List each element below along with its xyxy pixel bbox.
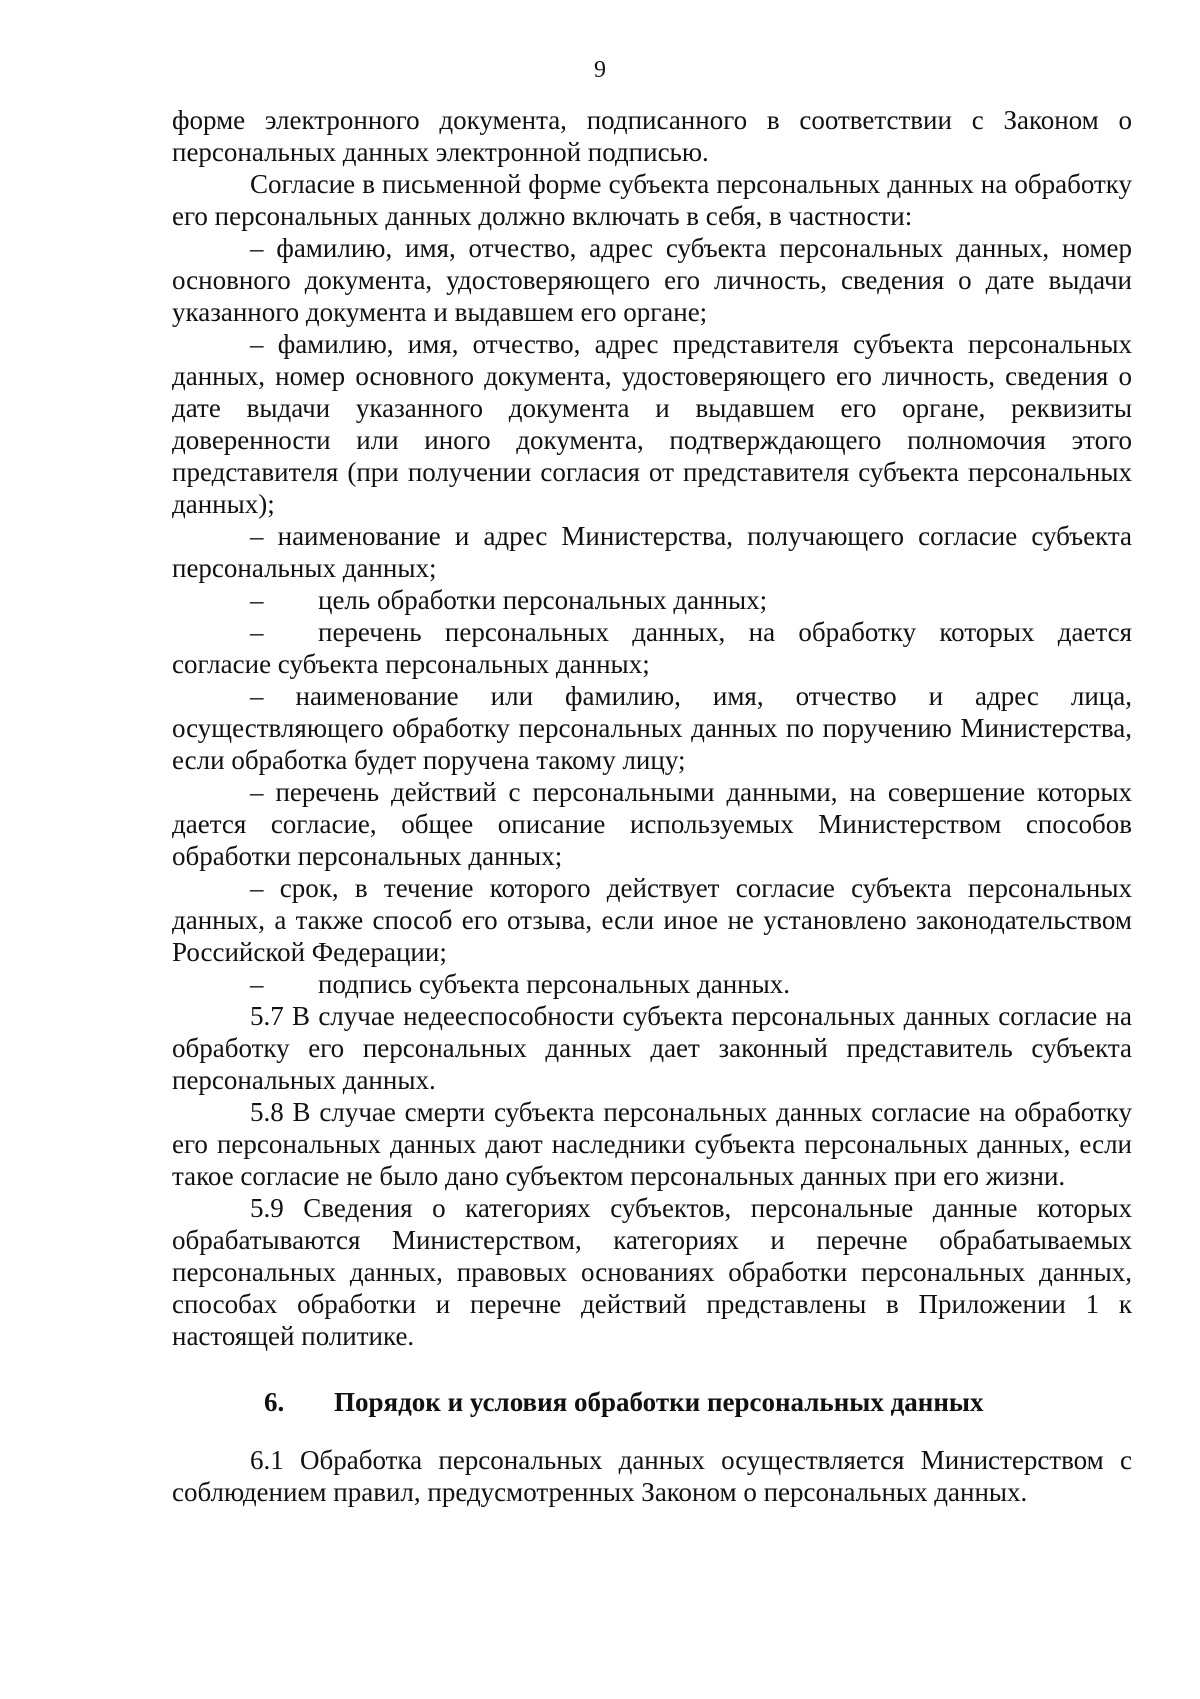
document-body [172, 104, 1132, 1508]
list-item-term: – срок, в течение которого действует согласие субъекта персональных данных, а также способ его отзыва, если иное не установлено законодательством Российской Федерации; [172, 873, 1132, 967]
list-item-subject-details: – фамилию, имя, отчество, адрес субъекта персональных данных, номер основного документа, удостоверяющего его личность, сведения о дате выдачи указанного документа и выдавшем его органе; [172, 233, 1132, 327]
list-dash: – [250, 617, 264, 647]
list-item-signature [172, 968, 1132, 1000]
paragraph-6-1: 6.1 Обработка персональных данных осуществляется Министерством с соблюдением правил, предусмотренных Законом о персональных данных. [172, 1445, 1132, 1507]
list-item-data-list [172, 616, 1132, 680]
section-number: 6. [264, 1387, 285, 1417]
list-dash: – [250, 969, 264, 999]
list-dash: – [250, 585, 264, 615]
page-number: 9 [594, 57, 606, 83]
paragraph-5-8: 5.8 В случае смерти субъекта персональных данных согласие на обработку его персональных данных дают наследники субъекта персональных данных, если такое согласие не было дано субъектом персональных данных при его жизни. [172, 1097, 1132, 1191]
list-item-text: перечень персональных данных, на обработку которых дается согласие субъекта персональных данных; [172, 617, 1132, 679]
list-item-purpose [172, 584, 1132, 616]
paragraph-5-9: 5.9 Сведения о категориях субъектов, персональные данные которых обрабатываются Министерством, категориях и перечне обрабатываемых персональных данных, правовых основаниях обработки персональных данных, способах обработки и перечне действий представлены в Приложении 1 к настоящей политике. [172, 1193, 1132, 1351]
section-title: Порядок и условия обработки персональных данных [334, 1387, 984, 1417]
list-item-processor: – наименование или фамилию, имя, отчество и адрес лица, осуществляющего обработку персональных данных по поручению Министерства, если обработка будет поручена такому лицу; [172, 681, 1132, 775]
list-item-actions: – перечень действий с персональными данными, на совершение которых дается согласие, общее описание используемых Министерством способов обработки персональных данных; [172, 777, 1132, 871]
section-heading [172, 1386, 1132, 1418]
paragraph-continuation: форме электронного документа, подписанного в соответствии с Законом о персональных данных электронной подписью. [172, 105, 1132, 167]
list-item-representative-details: – фамилию, имя, отчество, адрес представителя субъекта персональных данных, номер основного документа, удостоверяющего его личность, сведения о дате выдачи указанного документа и выдавшем его органе, реквизиты доверенности или иного документа, подтверждающего полномочия этого представителя (при получении согласия от представителя субъекта персональных данных); [172, 329, 1132, 519]
paragraph-5-7: 5.7 В случае недееспособности субъекта персональных данных согласие на обработку его персональных данных дает законный представитель субъекта персональных данных. [172, 1001, 1132, 1095]
list-item-ministry-name: – наименование и адрес Министерства, получающего согласие субъекта персональных данных; [172, 521, 1132, 583]
list-item-text: подпись субъекта персональных данных. [318, 969, 790, 999]
paragraph-consent-intro: Согласие в письменной форме субъекта персональных данных на обработку его персональных данных должно включать в себя, в частности: [172, 169, 1132, 231]
list-item-text: цель обработки персональных данных; [318, 585, 768, 615]
